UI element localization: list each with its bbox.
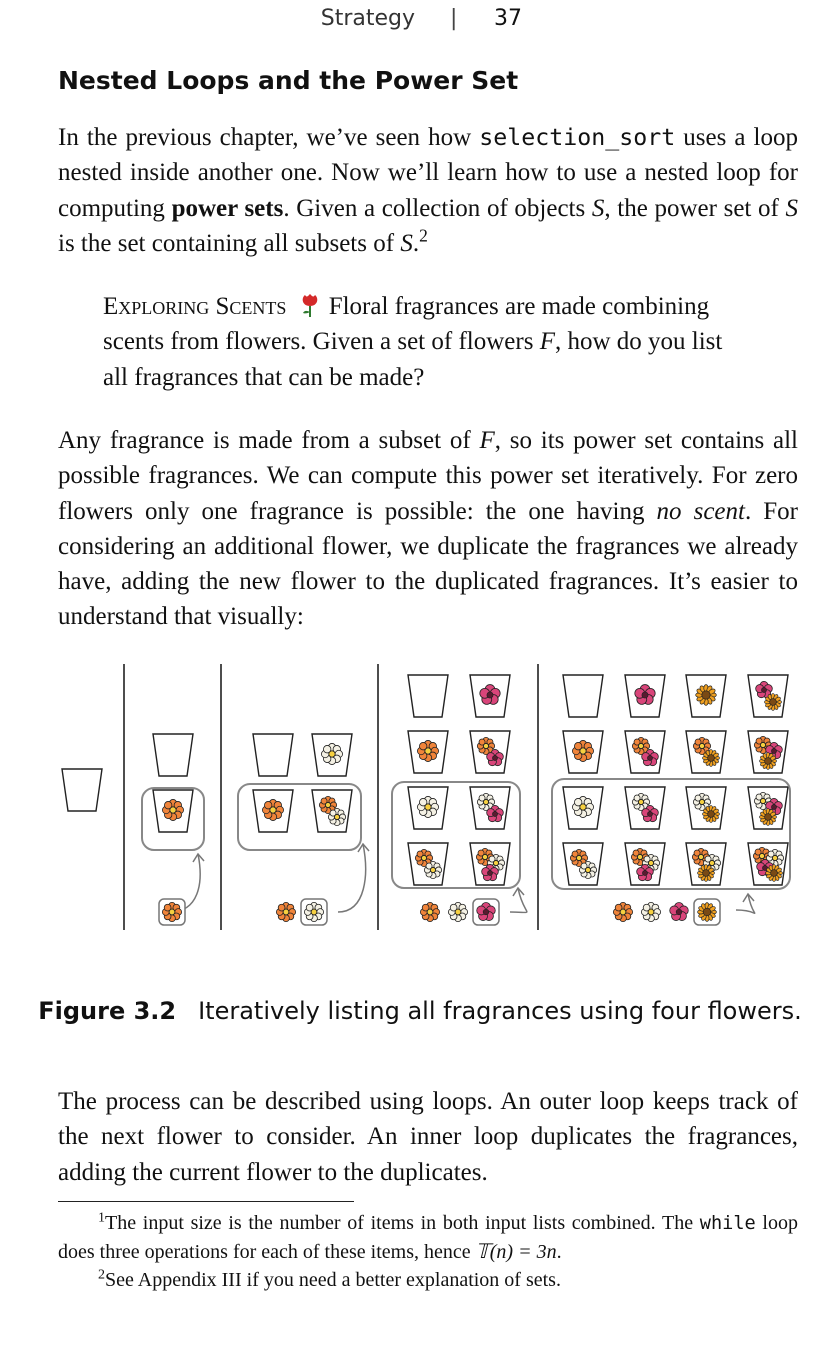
white-flower-icon: [424, 861, 441, 878]
math-var-s: S: [591, 194, 605, 222]
inline-code-while: while: [699, 1213, 756, 1234]
fragrance-cup: [563, 731, 603, 773]
footnote-ref-2[interactable]: 2: [419, 225, 428, 246]
fragrance-cup: [470, 731, 510, 773]
fragrance-cup: [312, 790, 352, 832]
fragrance-cup: [686, 675, 726, 717]
footnote-mark-1: 1: [98, 1210, 105, 1226]
fragrance-cup: [470, 787, 510, 829]
fragrance-cup: [408, 675, 448, 717]
paragraph-power-set-explanation: Any fragrance is made from a subset of F, so its power set contains all possible fragrances. We can compute this power set iteratively. For zero flowers only one fragrance is possible: the one having no scent. For considering an additional flower, we duplicate the fragrances we already have, adding the new flower to the duplicated fragrances. It’s easier to understand that visually:: [58, 427, 798, 631]
available-flowers: [420, 899, 499, 925]
footnote-divider: [58, 1201, 354, 1202]
fragrance-cup: [563, 787, 603, 829]
white-flower-icon: [579, 861, 596, 878]
orange-flower-icon: [613, 902, 632, 921]
fragrance-cup: [625, 843, 665, 885]
fragrance-cup: [686, 787, 726, 829]
white-flower-icon: [448, 902, 467, 921]
fragrance-cup: [686, 843, 726, 885]
fragrance-cup: [625, 787, 665, 829]
white-flower-icon: [328, 808, 345, 825]
fragrance-cup: [408, 843, 448, 885]
orange-flower-icon: [162, 799, 183, 820]
fragrance-cup: [470, 675, 510, 717]
fragrance-cup: [748, 731, 788, 773]
white-flower-icon: [417, 796, 438, 817]
header-section-name: Strategy: [320, 6, 415, 31]
white-flower-icon: [641, 902, 660, 921]
fragrance-cup: [748, 675, 788, 717]
figure-caption: [0, 997, 840, 1025]
pink-flower-icon: [670, 903, 689, 921]
fragrance-cup: [153, 790, 193, 832]
fragrance-cup: [408, 787, 448, 829]
fragrance-cup: [625, 731, 665, 773]
orange-flower-icon: [572, 740, 593, 761]
inline-code-selection-sort: selection_sort: [479, 124, 676, 151]
fragrance-cup: [563, 675, 603, 717]
fragrance-cup: [686, 731, 726, 773]
power-set-illustration: [58, 662, 798, 937]
fragrance-cup: [748, 787, 788, 829]
rose-icon: [299, 292, 321, 318]
available-flowers: [613, 899, 720, 925]
math-complexity: 𝕋(n) = 3n: [475, 1241, 557, 1263]
arrow: [510, 888, 527, 912]
paragraph-intro: In the previous chapter, we’ve seen how selection_sort uses a loop nested inside another one. Now we’ll learn how to use a nested loop for computing power sets. Given a collection of objects S, the power set of S is the set containing all subsets of S.$^2$: [58, 124, 799, 257]
fragrance-cup: [253, 734, 293, 776]
fragrance-cup: [625, 675, 665, 717]
orange-flower-icon: [276, 902, 295, 921]
section-title: Nested Loops and the Power Set: [58, 66, 519, 95]
running-header: [0, 6, 840, 36]
exploring-scents-box: Exploring Scents Floral fragrances are made combining scents from flowers. Given a set of flowers F, how do you list all fragrances that can be made?: [103, 293, 723, 391]
math-var-f: F: [539, 328, 555, 356]
orange-flower-icon: [262, 799, 283, 820]
fragrance-cup: [748, 843, 788, 885]
footnote-2: $^2$See Appendix III if you need a better explanation of sets.: [98, 1267, 561, 1291]
white-flower-icon: [572, 796, 593, 817]
fragrance-cup: [408, 731, 448, 773]
white-flower-icon: [304, 902, 323, 921]
fragrance-cup: [470, 843, 510, 885]
available-flowers: [159, 899, 185, 925]
figure-label: Figure 3.2: [38, 997, 177, 1025]
available-flowers: [276, 899, 327, 925]
page-number: 37: [494, 6, 522, 31]
bold-term-power-sets: power sets: [171, 194, 284, 222]
figure-power-set-diagram: [58, 662, 798, 937]
exploring-scents-label: Exploring Scents: [103, 293, 287, 320]
orange-flower-icon: [162, 902, 181, 921]
fragrance-cup: [312, 734, 352, 776]
figure-caption-text: Iteratively listing all fragrances using four flowers.: [198, 997, 802, 1025]
emphasis-no-scent: no scent: [656, 497, 745, 525]
footnote-mark-2: 2: [98, 1267, 105, 1283]
white-flower-icon: [321, 743, 342, 764]
orange-flower-icon: [420, 902, 439, 921]
orange-flower-icon: [417, 740, 438, 761]
fragrance-cup: [253, 790, 293, 832]
fragrance-cup: [62, 769, 102, 811]
fragrance-cup: [153, 734, 193, 776]
arrow: [338, 844, 366, 912]
fragrance-cup: [563, 843, 603, 885]
footnote-1: $^1$The input size is the number of items in both input lists combined. The while loop does three operations for each of these items, hence 𝕋(n) = 3n.: [58, 1210, 798, 1263]
paragraph-loops-description: The process can be described using loops. An outer loop keeps track of the next flower to consider. An inner loop duplicates the fragrances, adding the current flower to the duplicates.: [58, 1088, 798, 1186]
header-separator: |: [450, 6, 458, 31]
